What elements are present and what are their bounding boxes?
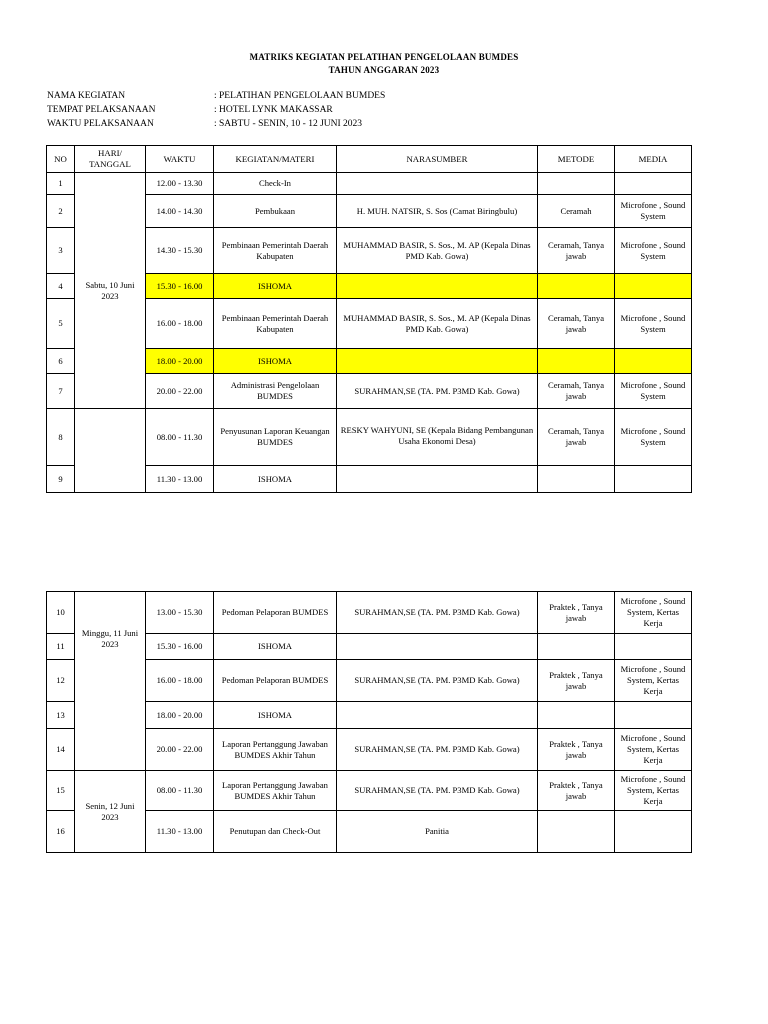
row-metode: Ceramah bbox=[538, 195, 615, 228]
row-media: Microfone , Sound System, Kertas Kerja bbox=[615, 729, 692, 771]
table-row bbox=[47, 173, 692, 195]
row-waktu: 20.00 - 22.00 bbox=[146, 729, 214, 771]
row-metode: Ceramah, Tanya jawab bbox=[538, 374, 615, 409]
row-media bbox=[615, 349, 692, 374]
row-kegiatan: Pembinaan Pemerintah Daerah Kabupaten bbox=[214, 228, 337, 274]
row-no: 9 bbox=[47, 466, 75, 493]
row-no: 13 bbox=[47, 702, 75, 729]
row-metode: Ceramah, Tanya jawab bbox=[538, 409, 615, 466]
row-kegiatan: Laporan Pertanggung Jawaban BUMDES Akhir Tahun bbox=[214, 771, 337, 811]
row-narasumber: H. MUH. NATSIR, S. Sos (Camat Biringbulu) bbox=[337, 195, 538, 228]
row-kegiatan: Penyusunan Laporan Keuangan BUMDES bbox=[214, 409, 337, 466]
schedule-table-day1 bbox=[46, 145, 692, 493]
row-kegiatan: Pedoman Pelaporan BUMDES bbox=[214, 660, 337, 702]
row-media: Microfone , Sound System bbox=[615, 195, 692, 228]
row-kegiatan: Pembinaan Pemerintah Daerah Kabupaten bbox=[214, 299, 337, 349]
row-kegiatan: Laporan Pertanggung Jawaban BUMDES Akhir Tahun bbox=[214, 729, 337, 771]
table-row bbox=[47, 771, 692, 811]
row-kegiatan: Penutupan dan Check-Out bbox=[214, 811, 337, 853]
row-metode bbox=[538, 349, 615, 374]
row-media: Microfone , Sound System, Kertas Kerja bbox=[615, 592, 692, 634]
row-media: Microfone , Sound System bbox=[615, 228, 692, 274]
row-narasumber bbox=[337, 634, 538, 660]
row-narasumber: MUHAMMAD BASIR, S. Sos., M. AP (Kepala Dinas PMD Kab. Gowa) bbox=[337, 299, 538, 349]
nama-kegiatan-value: : PELATIHAN PENGELOLAAN BUMDES bbox=[214, 91, 386, 101]
row-metode: Praktek , Tanya jawab bbox=[538, 771, 615, 811]
day-cell-minggu: Minggu, 11 Juni 2023 bbox=[75, 592, 146, 771]
row-waktu: 08.00 - 11.30 bbox=[146, 409, 214, 466]
table-row bbox=[47, 409, 692, 466]
document-subtitle: TAHUN ANGGARAN 2023 bbox=[328, 65, 440, 75]
row-waktu: 18.00 - 20.00 bbox=[146, 702, 214, 729]
row-kegiatan: ISHOMA bbox=[214, 702, 337, 729]
row-no: 16 bbox=[47, 811, 75, 853]
header-narasumber: NARASUMBER bbox=[337, 146, 538, 173]
row-waktu: 20.00 - 22.00 bbox=[146, 374, 214, 409]
row-metode: Ceramah, Tanya jawab bbox=[538, 228, 615, 274]
row-metode bbox=[538, 173, 615, 195]
row-no: 2 bbox=[47, 195, 75, 228]
row-media: Microfone , Sound System, Kertas Kerja bbox=[615, 771, 692, 811]
row-media: Microfone , Sound System bbox=[615, 374, 692, 409]
row-kegiatan: Pedoman Pelaporan BUMDES bbox=[214, 592, 337, 634]
row-narasumber bbox=[337, 274, 538, 299]
row-media bbox=[615, 634, 692, 660]
row-media bbox=[615, 811, 692, 853]
row-no: 12 bbox=[47, 660, 75, 702]
row-media bbox=[615, 173, 692, 195]
row-narasumber bbox=[337, 173, 538, 195]
row-no: 14 bbox=[47, 729, 75, 771]
row-waktu: 16.00 - 18.00 bbox=[146, 660, 214, 702]
row-media bbox=[615, 274, 692, 299]
row-no: 5 bbox=[47, 299, 75, 349]
row-no: 8 bbox=[47, 409, 75, 466]
header-waktu: WAKTU bbox=[146, 146, 214, 173]
document-title: MATRIKS KEGIATAN PELATIHAN PENGELOLAAN BUMDES bbox=[249, 52, 519, 62]
row-waktu: 14.30 - 15.30 bbox=[146, 228, 214, 274]
row-narasumber bbox=[337, 466, 538, 493]
row-no: 1 bbox=[47, 173, 75, 195]
row-narasumber: Panitia bbox=[337, 811, 538, 853]
row-narasumber: MUHAMMAD BASIR, S. Sos., M. AP (Kepala Dinas PMD Kab. Gowa) bbox=[337, 228, 538, 274]
row-no: 10 bbox=[47, 592, 75, 634]
row-waktu: 15.30 - 16.00 bbox=[146, 274, 214, 299]
row-media: Microfone , Sound System bbox=[615, 409, 692, 466]
row-kegiatan: ISHOMA bbox=[214, 274, 337, 299]
row-metode bbox=[538, 274, 615, 299]
header-media: MEDIA bbox=[615, 146, 692, 173]
day-cell-sabtu: Sabtu, 10 Juni 2023 bbox=[75, 173, 146, 409]
row-narasumber bbox=[337, 702, 538, 729]
row-narasumber: SURAHMAN,SE (TA. PM. P3MD Kab. Gowa) bbox=[337, 729, 538, 771]
row-waktu: 14.00 - 14.30 bbox=[146, 195, 214, 228]
row-no: 11 bbox=[47, 634, 75, 660]
row-media bbox=[615, 702, 692, 729]
row-no: 6 bbox=[47, 349, 75, 374]
header-no: NO bbox=[47, 146, 75, 173]
row-waktu: 15.30 - 16.00 bbox=[146, 634, 214, 660]
row-waktu: 16.00 - 18.00 bbox=[146, 299, 214, 349]
row-no: 3 bbox=[47, 228, 75, 274]
row-kegiatan: ISHOMA bbox=[214, 634, 337, 660]
row-metode bbox=[538, 702, 615, 729]
tempat-value: : HOTEL LYNK MAKASSAR bbox=[214, 105, 333, 115]
row-kegiatan: Check-In bbox=[214, 173, 337, 195]
row-waktu: 11.30 - 13.00 bbox=[146, 466, 214, 493]
schedule-table-day2 bbox=[46, 591, 692, 853]
nama-kegiatan-label: NAMA KEGIATAN bbox=[47, 91, 126, 101]
row-waktu: 12.00 - 13.30 bbox=[146, 173, 214, 195]
row-waktu: 18.00 - 20.00 bbox=[146, 349, 214, 374]
row-metode bbox=[538, 634, 615, 660]
row-waktu: 08.00 - 11.30 bbox=[146, 771, 214, 811]
day-cell-senin: Senin, 12 Juni 2023 bbox=[75, 771, 146, 853]
row-narasumber: RESKY WAHYUNI, SE (Kepala Bidang Pembangunan Usaha Ekonomi Desa) bbox=[337, 409, 538, 466]
row-no: 4 bbox=[47, 274, 75, 299]
row-kegiatan: ISHOMA bbox=[214, 466, 337, 493]
day-cell-minggu-continued bbox=[75, 409, 146, 493]
row-metode: Praktek , Tanya jawab bbox=[538, 592, 615, 634]
row-narasumber: SURAHMAN,SE (TA. PM. P3MD Kab. Gowa) bbox=[337, 592, 538, 634]
row-metode bbox=[538, 811, 615, 853]
row-metode bbox=[538, 466, 615, 493]
row-narasumber bbox=[337, 349, 538, 374]
header-hari: HARI/ TANGGAL bbox=[75, 146, 146, 173]
row-no: 15 bbox=[47, 771, 75, 811]
row-narasumber: SURAHMAN,SE (TA. PM. P3MD Kab. Gowa) bbox=[337, 771, 538, 811]
header-kegiatan: KEGIATAN/MATERI bbox=[214, 146, 337, 173]
row-waktu: 11.30 - 13.00 bbox=[146, 811, 214, 853]
row-metode: Praktek , Tanya jawab bbox=[538, 729, 615, 771]
header-metode: METODE bbox=[538, 146, 615, 173]
row-narasumber: SURAHMAN,SE (TA. PM. P3MD Kab. Gowa) bbox=[337, 660, 538, 702]
waktu-label: WAKTU PELAKSANAAN bbox=[47, 119, 154, 129]
row-narasumber: SURAHMAN,SE (TA. PM. P3MD Kab. Gowa) bbox=[337, 374, 538, 409]
row-kegiatan: Pembukaan bbox=[214, 195, 337, 228]
row-kegiatan: Administrasi Pengelolaan BUMDES bbox=[214, 374, 337, 409]
row-kegiatan: ISHOMA bbox=[214, 349, 337, 374]
row-metode: Ceramah, Tanya jawab bbox=[538, 299, 615, 349]
tempat-label: TEMPAT PELAKSANAAN bbox=[47, 105, 156, 115]
table-row bbox=[47, 592, 692, 634]
row-media: Microfone , Sound System bbox=[615, 299, 692, 349]
row-no: 7 bbox=[47, 374, 75, 409]
waktu-value: : SABTU - SENIN, 10 - 12 JUNI 2023 bbox=[214, 119, 363, 129]
row-waktu: 13.00 - 15.30 bbox=[146, 592, 214, 634]
row-media: Microfone , Sound System, Kertas Kerja bbox=[615, 660, 692, 702]
row-metode: Praktek , Tanya jawab bbox=[538, 660, 615, 702]
row-media bbox=[615, 466, 692, 493]
